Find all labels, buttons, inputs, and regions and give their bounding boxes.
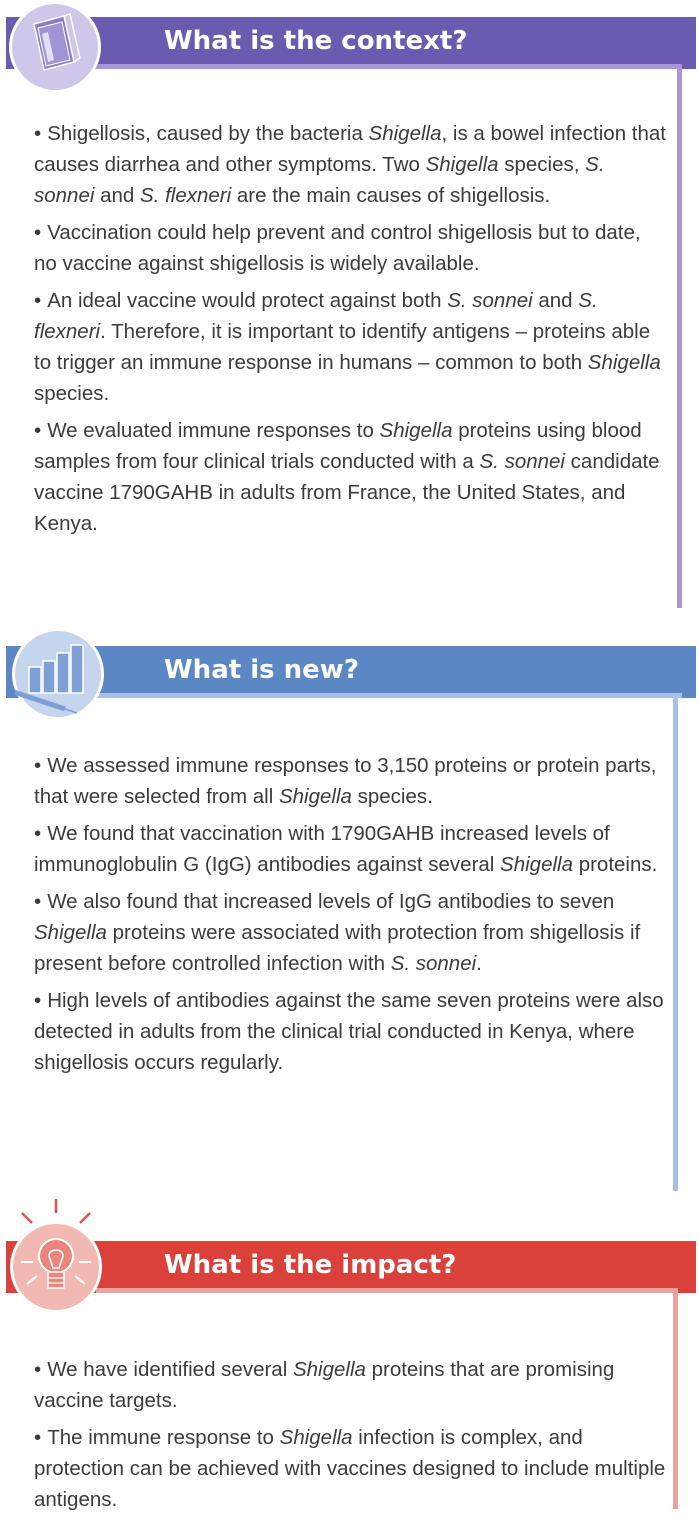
italic-term: Shigella bbox=[279, 1426, 353, 1449]
bullet-text: proteins were associated with protection from shigellosis if present before controlled infection with bbox=[34, 921, 641, 975]
new-accent-line bbox=[96, 693, 682, 698]
bullet-text: infection is complex, and protection can be achieved with vaccines designed to include multiple antigens. bbox=[34, 1426, 666, 1511]
new-title: What is new? bbox=[164, 655, 359, 685]
bullet-dot: • bbox=[34, 419, 42, 442]
bullet-text: proteins that are promising vaccine targets. bbox=[34, 1358, 615, 1412]
bullet-text: and bbox=[532, 289, 579, 312]
bullet-item bbox=[34, 1422, 666, 1515]
bullet-item bbox=[34, 118, 666, 211]
impact-title: What is the impact? bbox=[164, 1250, 457, 1280]
context-banner bbox=[6, 17, 696, 69]
bullet-text: species. bbox=[351, 785, 433, 808]
context-section bbox=[0, 0, 699, 610]
context-bullet-list bbox=[34, 118, 666, 545]
bullet-text: and bbox=[94, 184, 141, 207]
context-accent-line-vertical bbox=[677, 64, 682, 608]
italic-term: S. sonnei bbox=[447, 289, 533, 312]
italic-term: S. flexneri bbox=[34, 289, 598, 343]
italic-term: S. sonnei bbox=[479, 450, 565, 473]
bullet-text: are the main causes of shigellosis. bbox=[231, 184, 551, 207]
new-bullet-list bbox=[34, 750, 666, 1084]
bullet-text: We evaluated immune responses to bbox=[47, 419, 380, 442]
impact-section bbox=[0, 1195, 699, 1514]
bullet-item bbox=[34, 985, 666, 1078]
bullet-text: species. bbox=[34, 382, 110, 405]
new-section bbox=[0, 620, 699, 1195]
bullet-dot: • bbox=[34, 822, 42, 845]
bullet-text: We have identified several bbox=[47, 1358, 293, 1381]
italic-term: Shigella bbox=[34, 921, 107, 944]
italic-term: Shigella bbox=[292, 1358, 366, 1381]
impact-banner bbox=[6, 1241, 696, 1293]
bullet-text: , is a bowel infection that causes diarrhea and other symptoms. Two bbox=[34, 122, 666, 176]
bullet-item bbox=[34, 415, 666, 539]
new-banner bbox=[6, 646, 696, 698]
bullet-dot: • bbox=[34, 289, 42, 312]
bullet-text: Vaccination could help prevent and control shigellosis but to date, no vaccine against shigellosis is widely available. bbox=[34, 221, 641, 275]
context-accent-line bbox=[96, 64, 682, 69]
bullet-text: proteins. bbox=[573, 853, 658, 876]
bullet-text: We also found that increased levels of IgG antibodies to seven bbox=[47, 890, 615, 913]
bullet-item bbox=[34, 217, 666, 279]
bullet-item bbox=[34, 886, 666, 979]
context-title: What is the context? bbox=[164, 26, 468, 56]
italic-term: Shigella bbox=[368, 122, 442, 145]
italic-term: S. sonnei bbox=[34, 153, 605, 207]
impact-accent-line-vertical bbox=[673, 1288, 678, 1509]
bullet-text: We assessed immune responses to 3,150 proteins or protein parts, that were selected from all bbox=[34, 754, 657, 808]
italic-term: Shigella bbox=[500, 853, 573, 876]
bullet-text: species, bbox=[498, 153, 586, 176]
bullet-text: The immune response to bbox=[47, 1426, 280, 1449]
bullet-dot: • bbox=[34, 1426, 42, 1449]
bullet-item bbox=[34, 285, 666, 409]
bullet-text: proteins using blood samples from four clinical trials conducted with a bbox=[34, 419, 642, 473]
bullet-text: . bbox=[476, 952, 482, 975]
bullet-text: High levels of antibodies against the same seven proteins were also detected in adults from the clinical trial conducted in Kenya, where shigellosis occurs regularly. bbox=[34, 989, 664, 1074]
bullet-text: . Therefore, it is important to identify antigens – proteins able to trigger an immune response in humans – common to both bbox=[34, 320, 651, 374]
bullet-item bbox=[34, 1354, 666, 1416]
bullet-item bbox=[34, 818, 666, 880]
bullet-text: Shigellosis, caused by the bacteria bbox=[47, 122, 369, 145]
bullet-text: candidate vaccine 1790GAHB in adults from France, the United States, and Kenya. bbox=[34, 450, 660, 535]
italic-term: Shigella bbox=[587, 351, 661, 374]
italic-term: S. flexneri bbox=[140, 184, 232, 207]
impact-accent-line bbox=[96, 1288, 678, 1293]
italic-term: S. sonnei bbox=[390, 952, 477, 975]
italic-term: Shigella bbox=[278, 785, 352, 808]
new-accent-line-vertical bbox=[673, 693, 678, 1191]
bullet-dot: • bbox=[34, 1358, 42, 1381]
italic-term: Shigella bbox=[379, 419, 453, 442]
bullet-dot: • bbox=[34, 890, 42, 913]
bullet-text: An ideal vaccine would protect against both bbox=[47, 289, 448, 312]
impact-bullet-list bbox=[34, 1354, 666, 1521]
bullet-text: We found that vaccination with 1790GAHB increased levels of immunoglobulin G (IgG) antibodies against several bbox=[34, 822, 610, 876]
bullet-dot: • bbox=[34, 989, 42, 1012]
bullet-dot: • bbox=[34, 221, 42, 244]
italic-term: Shigella bbox=[425, 153, 499, 176]
bullet-item bbox=[34, 750, 666, 812]
bullet-dot: • bbox=[34, 754, 42, 777]
book-icon bbox=[9, 1, 101, 93]
lightbulb-icon bbox=[10, 1221, 102, 1313]
bar-chart-syringe-icon bbox=[12, 628, 104, 720]
bullet-dot: • bbox=[34, 122, 42, 145]
